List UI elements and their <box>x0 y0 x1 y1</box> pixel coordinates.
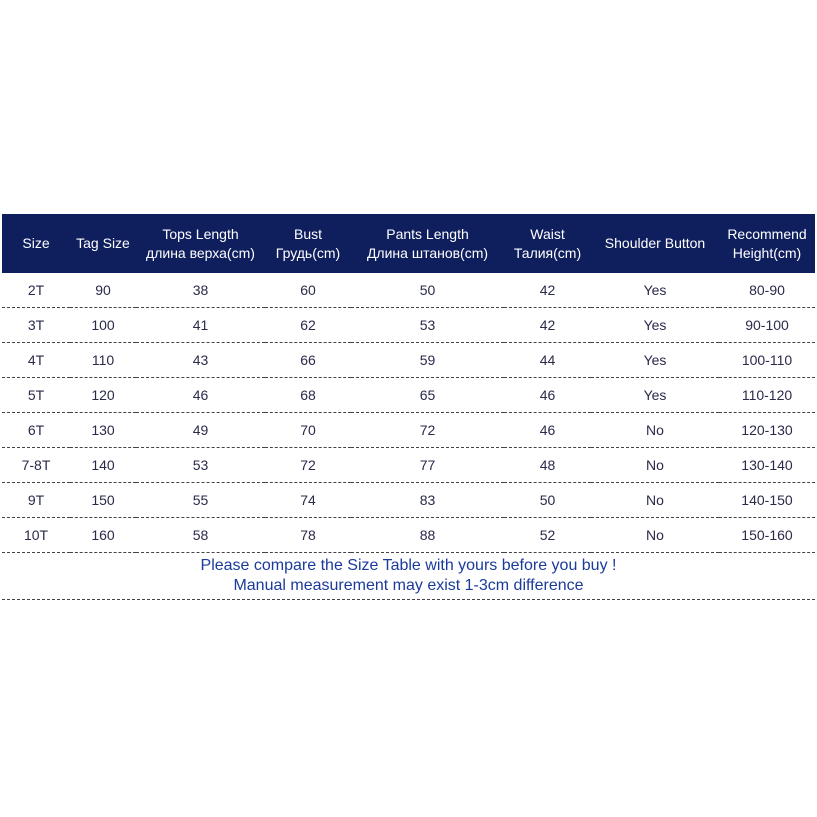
table-header-row <box>2 214 815 273</box>
cell-shoulder-button: No <box>591 483 719 518</box>
header-waist: Waist Талия(cm) <box>504 214 591 273</box>
header-tag-size: Tag Size <box>70 214 136 273</box>
cell-tops-length: 55 <box>136 483 265 518</box>
header-bust: Bust Грудь(cm) <box>265 214 351 273</box>
cell-bust: 70 <box>265 413 351 448</box>
cell-recommend-height: 140-150 <box>719 483 815 518</box>
cell-size: 3T <box>2 308 70 343</box>
cell-recommend-height: 150-160 <box>719 518 815 553</box>
cell-pants-length: 72 <box>351 413 504 448</box>
cell-tops-length: 58 <box>136 518 265 553</box>
note-line-1: Please compare the Size Table with yours before you buy ! <box>200 557 617 574</box>
cell-size: 9T <box>2 483 70 518</box>
cell-tops-length: 43 <box>136 343 265 378</box>
table-body <box>2 273 815 553</box>
cell-pants-length: 77 <box>351 448 504 483</box>
cell-recommend-height: 100-110 <box>719 343 815 378</box>
cell-pants-length: 83 <box>351 483 504 518</box>
cell-waist: 42 <box>504 308 591 343</box>
cell-tag-size: 140 <box>70 448 136 483</box>
cell-tops-length: 53 <box>136 448 265 483</box>
header-recommend-height: Recommend Height(cm) <box>719 214 815 273</box>
cell-tops-length: 38 <box>136 273 265 308</box>
cell-bust: 62 <box>265 308 351 343</box>
table-row <box>2 448 815 483</box>
cell-shoulder-button: Yes <box>591 343 719 378</box>
cell-tag-size: 160 <box>70 518 136 553</box>
cell-size: 7-8T <box>2 448 70 483</box>
cell-recommend-height: 130-140 <box>719 448 815 483</box>
cell-bust: 78 <box>265 518 351 553</box>
table-row <box>2 308 815 343</box>
table-row <box>2 378 815 413</box>
table-row <box>2 518 815 553</box>
cell-bust: 74 <box>265 483 351 518</box>
note-line-2: Manual measurement may exist 1-3cm difference <box>233 577 584 594</box>
header-pants-length: Pants Length Длина штанов(cm) <box>351 214 504 273</box>
cell-waist: 52 <box>504 518 591 553</box>
cell-size: 4T <box>2 343 70 378</box>
cell-tops-length: 41 <box>136 308 265 343</box>
size-table <box>2 214 815 553</box>
header-tops-length: Tops Length длина верха(cm) <box>136 214 265 273</box>
cell-tops-length: 46 <box>136 378 265 413</box>
header-shoulder-button: Shoulder Button <box>591 214 719 273</box>
cell-pants-length: 59 <box>351 343 504 378</box>
cell-tag-size: 100 <box>70 308 136 343</box>
cell-recommend-height: 120-130 <box>719 413 815 448</box>
cell-bust: 72 <box>265 448 351 483</box>
cell-waist: 44 <box>504 343 591 378</box>
cell-tag-size: 110 <box>70 343 136 378</box>
cell-size: 5T <box>2 378 70 413</box>
cell-waist: 42 <box>504 273 591 308</box>
size-note <box>2 553 815 600</box>
cell-pants-length: 88 <box>351 518 504 553</box>
cell-recommend-height: 90-100 <box>719 308 815 343</box>
header-size: Size <box>2 214 70 273</box>
size-chart <box>2 214 815 600</box>
cell-size: 6T <box>2 413 70 448</box>
cell-tag-size: 130 <box>70 413 136 448</box>
cell-shoulder-button: Yes <box>591 378 719 413</box>
table-row <box>2 483 815 518</box>
cell-tag-size: 120 <box>70 378 136 413</box>
table-row <box>2 343 815 378</box>
cell-shoulder-button: Yes <box>591 273 719 308</box>
cell-waist: 48 <box>504 448 591 483</box>
cell-tag-size: 90 <box>70 273 136 308</box>
cell-size: 10T <box>2 518 70 553</box>
cell-pants-length: 50 <box>351 273 504 308</box>
cell-waist: 46 <box>504 413 591 448</box>
cell-bust: 66 <box>265 343 351 378</box>
cell-size: 2T <box>2 273 70 308</box>
cell-tops-length: 49 <box>136 413 265 448</box>
cell-recommend-height: 110-120 <box>719 378 815 413</box>
cell-bust: 68 <box>265 378 351 413</box>
table-row <box>2 273 815 308</box>
cell-pants-length: 53 <box>351 308 504 343</box>
cell-bust: 60 <box>265 273 351 308</box>
cell-shoulder-button: Yes <box>591 308 719 343</box>
cell-shoulder-button: No <box>591 413 719 448</box>
table-row <box>2 413 815 448</box>
cell-tag-size: 150 <box>70 483 136 518</box>
cell-shoulder-button: No <box>591 448 719 483</box>
cell-pants-length: 65 <box>351 378 504 413</box>
cell-recommend-height: 80-90 <box>719 273 815 308</box>
cell-waist: 46 <box>504 378 591 413</box>
cell-shoulder-button: No <box>591 518 719 553</box>
cell-waist: 50 <box>504 483 591 518</box>
